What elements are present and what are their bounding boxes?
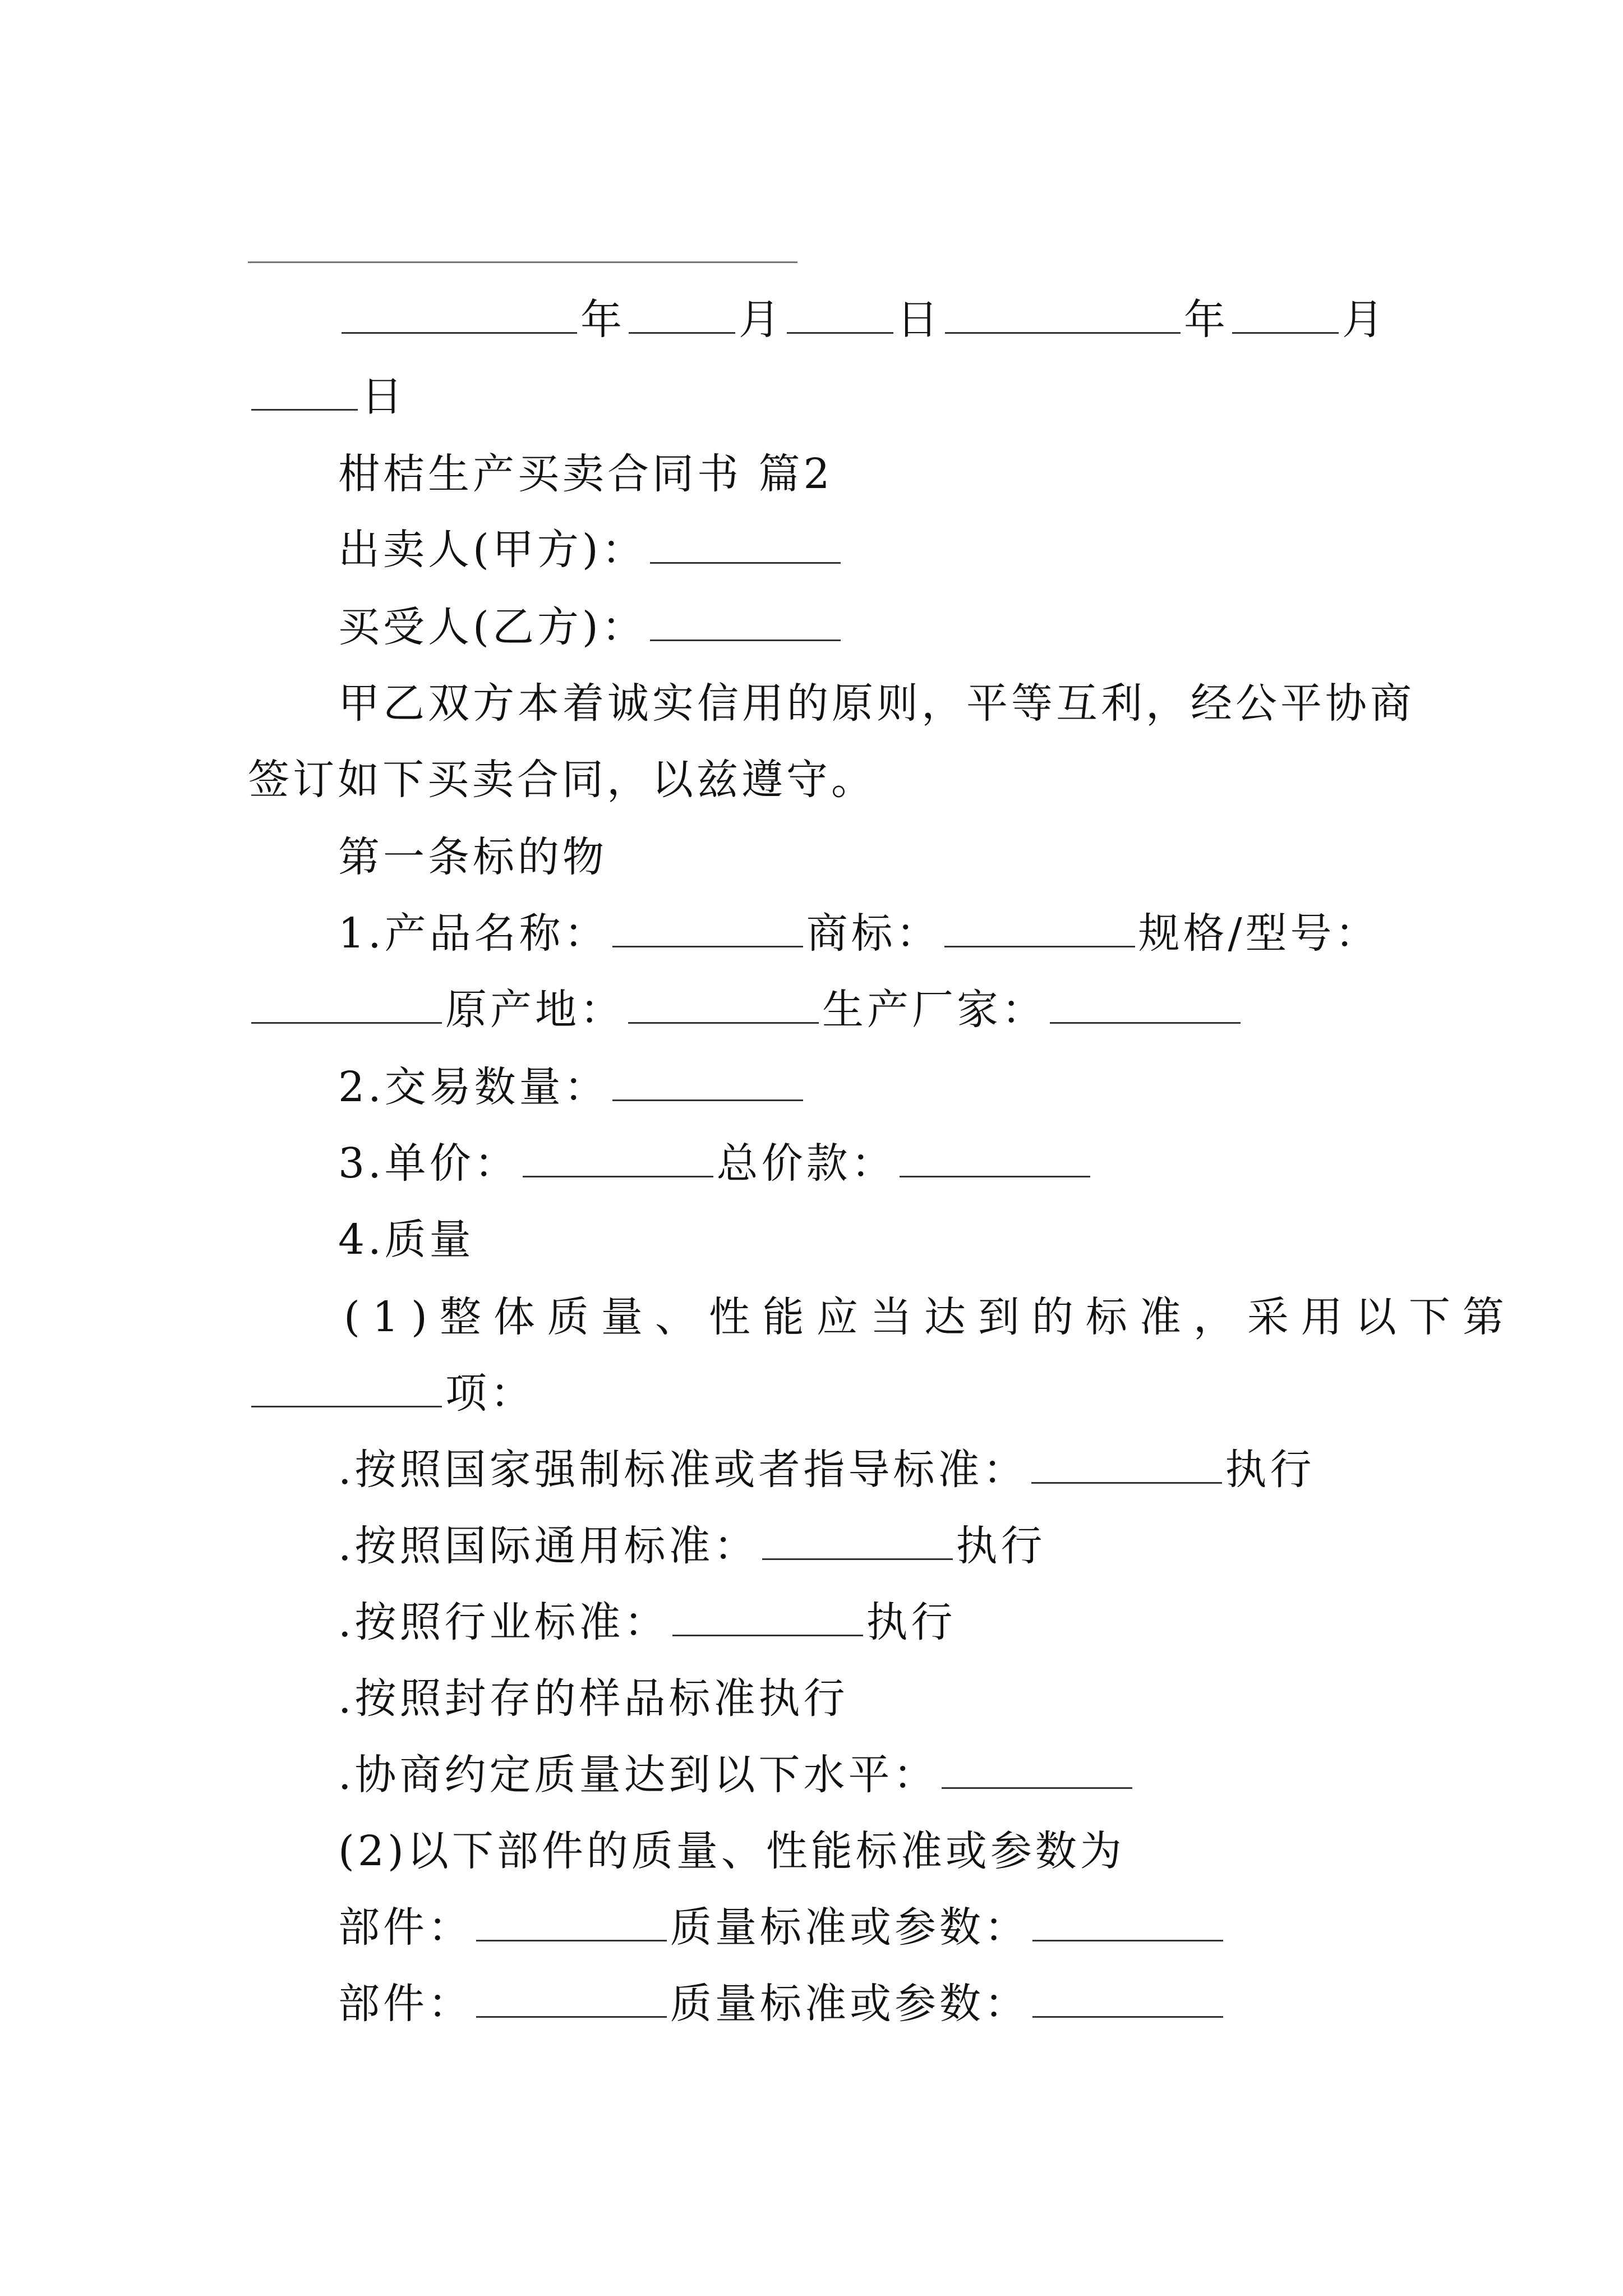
buyer-line — [0, 599, 1623, 655]
quality-2-heading: (2)以下部件的质量、性能标准或参数为 — [338, 1827, 1125, 1875]
origin-blank[interactable] — [628, 987, 819, 1024]
section-title: 柑桔生产买卖合同书 篇2 — [338, 450, 833, 498]
seller-line — [0, 522, 1623, 578]
blank-month[interactable] — [629, 297, 735, 334]
blank-day[interactable] — [787, 297, 893, 334]
part-line-1 — [0, 1899, 1623, 1955]
unit-price-blank[interactable] — [523, 1141, 713, 1177]
article-1-heading: 第一条标的物 — [338, 833, 607, 881]
part-blank-1[interactable] — [476, 1905, 667, 1941]
product-name-label: 1.产品名称： — [338, 909, 609, 958]
option-industry-blank[interactable] — [672, 1600, 863, 1636]
item-1-line-2 — [0, 982, 1623, 1038]
total-price-label: 总价款： — [716, 1139, 896, 1188]
item-4-heading: 4.质量 — [338, 1216, 474, 1264]
seller-label: 出卖人(甲方)： — [338, 526, 647, 574]
month-label: 月 — [739, 296, 783, 344]
signature-rule — [248, 261, 797, 263]
quantity-blank[interactable] — [612, 1065, 803, 1101]
spec-label: 规格/型号： — [1138, 909, 1380, 958]
part-std-blank-2[interactable] — [1032, 1981, 1223, 2018]
option-industry-exec: 执行 — [866, 1598, 956, 1646]
blank-day-2[interactable] — [251, 374, 358, 411]
principle-line-2: 签订如下买卖合同，以兹遵守。 — [248, 756, 876, 804]
quantity-label: 2.交易数量： — [338, 1063, 609, 1111]
option-industry-label: .按照行业标准： — [338, 1598, 669, 1646]
origin-label: 原产地： — [445, 986, 625, 1034]
option-international-exec: 执行 — [956, 1522, 1046, 1570]
option-negotiated-blank[interactable] — [942, 1752, 1132, 1789]
buyer-label: 买受人(乙方)： — [338, 603, 647, 651]
quality-option-label: 项： — [445, 1369, 535, 1418]
maker-label: 生产厂家： — [822, 986, 1046, 1034]
item-1-line-1 — [0, 905, 1623, 961]
product-name-blank[interactable] — [612, 911, 803, 947]
part-label-1: 部件： — [338, 1903, 473, 1952]
buyer-blank[interactable] — [650, 605, 841, 641]
year-label: 年 — [580, 296, 625, 344]
seller-blank[interactable] — [650, 527, 841, 564]
year-label-2: 年 — [1184, 296, 1229, 344]
option-international-label: .按照国际通用标准： — [338, 1522, 759, 1570]
part-std-label-2: 质量标准或参数： — [670, 1980, 1029, 2028]
part-std-label-1: 质量标准或参数： — [670, 1903, 1029, 1952]
option-sample: .按照封存的样品标准执行 — [338, 1674, 849, 1723]
date-line-1 — [0, 292, 1623, 348]
month-label-2: 月 — [1342, 296, 1387, 344]
option-national — [0, 1442, 1623, 1498]
option-industry — [0, 1594, 1623, 1650]
date-line-2 — [0, 369, 1623, 425]
principle-line-1: 甲乙双方本着诚实信用的原则，平等互利，经公平协商 — [338, 679, 1415, 728]
maker-blank[interactable] — [1050, 987, 1241, 1024]
day-label-2: 日 — [361, 372, 406, 421]
part-label-2: 部件： — [338, 1980, 473, 2028]
brand-label: 商标： — [806, 909, 941, 958]
part-std-blank-1[interactable] — [1032, 1905, 1223, 1941]
option-international-blank[interactable] — [762, 1524, 953, 1560]
option-national-exec: 执行 — [1225, 1446, 1315, 1494]
quality-1-line-2 — [0, 1365, 1623, 1421]
quality-option-blank[interactable] — [251, 1371, 442, 1407]
option-negotiated-label: .协商约定质量达到以下水平： — [338, 1751, 938, 1799]
spec-blank[interactable] — [251, 987, 442, 1024]
item-3-line — [0, 1135, 1623, 1191]
unit-price-label: 3.单价： — [338, 1139, 519, 1188]
item-2-line — [0, 1059, 1623, 1115]
brand-blank[interactable] — [944, 911, 1135, 947]
blank-year[interactable] — [342, 297, 577, 334]
part-line-2 — [0, 1976, 1623, 2032]
blank-month-2[interactable] — [1232, 297, 1339, 334]
total-price-blank[interactable] — [900, 1141, 1090, 1177]
day-label: 日 — [897, 296, 942, 344]
option-negotiated — [0, 1747, 1623, 1803]
quality-1-line-1: (1)整体质量、性能应当达到的标准，采用以下第 — [344, 1293, 1516, 1341]
option-national-blank[interactable] — [1031, 1447, 1222, 1484]
blank-year-2[interactable] — [945, 297, 1181, 334]
part-blank-2[interactable] — [476, 1981, 667, 2018]
option-international — [0, 1518, 1623, 1574]
option-national-label: .按照国家强制标准或者指导标准： — [338, 1446, 1028, 1494]
